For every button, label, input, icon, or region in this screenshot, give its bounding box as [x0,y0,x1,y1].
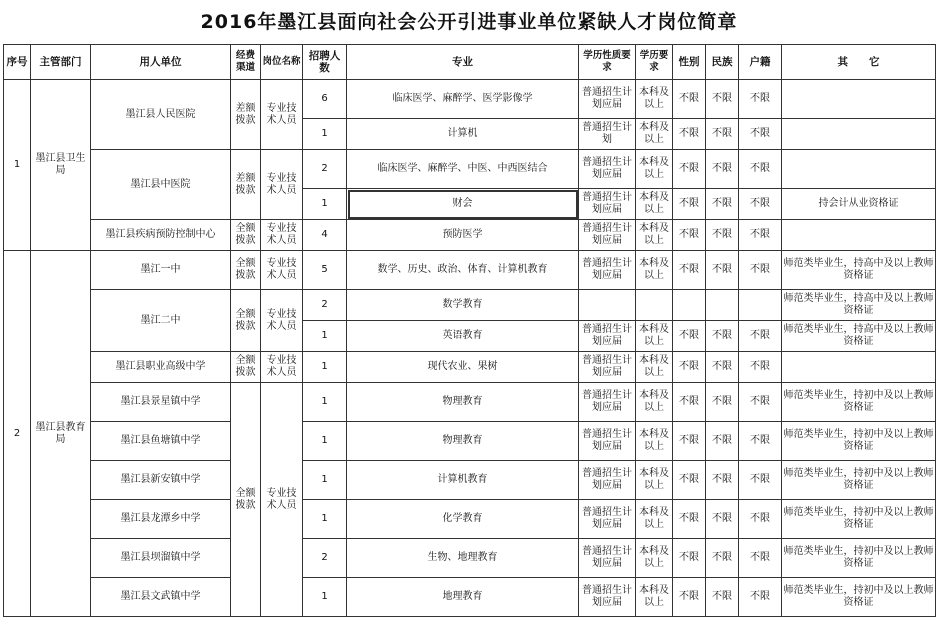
nature-cell: 普通招生计划应届 [579,500,636,539]
hukou-cell: 不限 [739,251,782,290]
table-row [4,539,936,578]
table-row [4,461,936,500]
funding-cell: 全额拨款 [231,251,261,290]
major-cell: 数学、历史、政治、体育、计算机教育 [347,251,579,290]
funding-cell: 全额拨款 [231,220,261,251]
ethnicity-cell: 不限 [706,461,739,500]
dept-cell: 墨江县卫生局 [31,80,91,251]
ethnicity-cell [706,290,739,321]
count-cell: 1 [303,352,347,383]
other-cell [782,119,936,150]
table-row [4,578,936,617]
nature-cell: 普通招生计划应届 [579,321,636,352]
sex-cell: 不限 [673,383,706,422]
header-row [4,45,936,80]
unit-cell: 墨江县新安镇中学 [91,461,231,500]
ethnicity-cell: 不限 [706,321,739,352]
sex-cell: 不限 [673,119,706,150]
nature-cell: 普通招生计划应届 [579,422,636,461]
ethnicity-cell: 不限 [706,500,739,539]
table-row [4,251,936,290]
document-title: 2016年墨江县面向社会公开引进事业单位紧缺人才岗位简章 [200,11,738,33]
table-row [4,150,936,189]
unit-cell: 墨江县龙潭乡中学 [91,500,231,539]
table-row [4,80,936,119]
other-cell: 师范类毕业生，持初中及以上教师资格证 [782,539,936,578]
post-cell: 专业技术人员 [261,150,303,220]
edu-cell: 本科及以上 [636,80,673,119]
edu-cell: 本科及以上 [636,251,673,290]
ethnicity-cell: 不限 [706,150,739,189]
other-cell: 师范类毕业生，持初中及以上教师资格证 [782,500,936,539]
other-cell: 师范类毕业生，持高中及以上教师资格证 [782,251,936,290]
count-cell: 4 [303,220,347,251]
edu-cell: 本科及以上 [636,422,673,461]
other-cell [782,352,936,383]
header-cell: 主管部门 [31,45,91,80]
ethnicity-cell: 不限 [706,539,739,578]
count-cell: 1 [303,321,347,352]
ethnicity-cell: 不限 [706,220,739,251]
nature-cell: 普通招生计划应届 [579,251,636,290]
count-cell: 1 [303,500,347,539]
header-cell: 学历要求 [636,45,673,80]
sex-cell: 不限 [673,189,706,220]
unit-cell: 墨江县景星镇中学 [91,383,231,422]
post-cell: 专业技术人员 [261,220,303,251]
hukou-cell: 不限 [739,150,782,189]
nature-cell: 普通招生计划应届 [579,539,636,578]
unit-cell: 墨江县疾病预防控制中心 [91,220,231,251]
table-row [4,352,936,383]
nature-cell: 普通招生计划应届 [579,383,636,422]
other-cell: 师范类毕业生，持高中及以上教师资格证 [782,290,936,321]
ethnicity-cell: 不限 [706,189,739,220]
hukou-cell: 不限 [739,539,782,578]
edu-cell: 本科及以上 [636,189,673,220]
edu-cell: 本科及以上 [636,539,673,578]
sex-cell: 不限 [673,150,706,189]
header-cell: 户籍 [739,45,782,80]
unit-cell: 墨江县鱼塘镇中学 [91,422,231,461]
other-cell: 师范类毕业生，持高中及以上教师资格证 [782,321,936,352]
hukou-cell: 不限 [739,422,782,461]
count-cell: 1 [303,383,347,422]
nature-cell [579,290,636,321]
count-cell: 2 [303,290,347,321]
edu-cell: 本科及以上 [636,383,673,422]
header-cell: 序号 [4,45,31,80]
table-row [4,422,936,461]
unit-cell: 墨江县文武镇中学 [91,578,231,617]
ethnicity-cell: 不限 [706,119,739,150]
post-cell: 专业技术人员 [261,290,303,352]
other-cell [782,80,936,119]
header-cell: 岗位名称 [261,45,303,80]
edu-cell [636,290,673,321]
hukou-cell: 不限 [739,461,782,500]
count-cell: 1 [303,422,347,461]
header-cell: 经费渠道 [231,45,261,80]
ethnicity-cell: 不限 [706,578,739,617]
post-cell: 专业技术人员 [261,383,303,617]
nature-cell: 普通招生计划应届 [579,578,636,617]
header-cell: 性别 [673,45,706,80]
edu-cell: 本科及以上 [636,150,673,189]
recruitment-table [3,44,936,617]
sex-cell: 不限 [673,251,706,290]
funding-cell: 差额拨款 [231,80,261,150]
major-cell: 财会 [347,189,579,220]
header-cell: 招聘人数 [303,45,347,80]
funding-cell: 全额拨款 [231,383,261,617]
nature-cell: 普通招生计划应届 [579,150,636,189]
edu-cell: 本科及以上 [636,321,673,352]
count-cell: 1 [303,578,347,617]
major-cell: 计算机教育 [347,461,579,500]
major-cell: 临床医学、麻醉学、中医、中西医结合 [347,150,579,189]
major-cell: 数学教育 [347,290,579,321]
sex-cell: 不限 [673,500,706,539]
edu-cell: 本科及以上 [636,352,673,383]
major-cell: 物理教育 [347,422,579,461]
hukou-cell [739,290,782,321]
hukou-cell: 不限 [739,119,782,150]
funding-cell: 差额拨款 [231,150,261,220]
hukou-cell: 不限 [739,189,782,220]
count-cell: 2 [303,539,347,578]
other-cell: 持会计从业资格证 [782,189,936,220]
count-cell: 6 [303,80,347,119]
unit-cell: 墨江一中 [91,251,231,290]
header-cell: 民族 [706,45,739,80]
hukou-cell: 不限 [739,80,782,119]
sex-cell: 不限 [673,220,706,251]
sex-cell: 不限 [673,321,706,352]
header-cell: 其 它 [782,45,936,80]
sex-cell: 不限 [673,422,706,461]
sex-cell: 不限 [673,578,706,617]
nature-cell: 普通招生计划应届 [579,461,636,500]
hukou-cell: 不限 [739,321,782,352]
seq-cell: 1 [4,80,31,251]
count-cell: 5 [303,251,347,290]
major-cell: 英语教育 [347,321,579,352]
other-cell [782,150,936,189]
table-row [4,220,936,251]
nature-cell: 普通招生计划应届 [579,189,636,220]
hukou-cell: 不限 [739,578,782,617]
sex-cell: 不限 [673,461,706,500]
other-cell: 师范类毕业生，持初中及以上教师资格证 [782,578,936,617]
post-cell: 专业技术人员 [261,352,303,383]
edu-cell: 本科及以上 [636,500,673,539]
nature-cell: 普通招生计划应届 [579,220,636,251]
major-cell: 地理教育 [347,578,579,617]
funding-cell: 全额拨款 [231,352,261,383]
ethnicity-cell: 不限 [706,251,739,290]
ethnicity-cell: 不限 [706,352,739,383]
count-cell: 1 [303,189,347,220]
header-cell: 用人单位 [91,45,231,80]
major-cell: 现代农业、果树 [347,352,579,383]
count-cell: 1 [303,461,347,500]
table-row [4,290,936,321]
other-cell: 师范类毕业生，持初中及以上教师资格证 [782,383,936,422]
major-cell: 物理教育 [347,383,579,422]
major-cell: 化学教育 [347,500,579,539]
count-cell: 2 [303,150,347,189]
other-cell: 师范类毕业生，持初中及以上教师资格证 [782,461,936,500]
header-cell: 学历性质要求 [579,45,636,80]
sex-cell: 不限 [673,539,706,578]
hukou-cell: 不限 [739,220,782,251]
major-cell: 生物、地理教育 [347,539,579,578]
ethnicity-cell: 不限 [706,383,739,422]
unit-cell: 墨江县人民医院 [91,80,231,150]
funding-cell: 全额拨款 [231,290,261,352]
sex-cell: 不限 [673,80,706,119]
sex-cell [673,290,706,321]
edu-cell: 本科及以上 [636,461,673,500]
header-cell: 专业 [347,45,579,80]
post-cell: 专业技术人员 [261,80,303,150]
table-row [4,383,936,422]
unit-cell: 墨江县中医院 [91,150,231,220]
ethnicity-cell: 不限 [706,422,739,461]
table-row [4,500,936,539]
ethnicity-cell: 不限 [706,80,739,119]
nature-cell: 普通招生计划应届 [579,80,636,119]
count-cell: 1 [303,119,347,150]
edu-cell: 本科及以上 [636,220,673,251]
dept-cell: 墨江县教育局 [31,251,91,617]
hukou-cell: 不限 [739,383,782,422]
other-cell [782,220,936,251]
post-cell: 专业技术人员 [261,251,303,290]
hukou-cell: 不限 [739,500,782,539]
unit-cell: 墨江县坝溜镇中学 [91,539,231,578]
nature-cell: 普通招生计划应届 [579,352,636,383]
unit-cell: 墨江县职业高级中学 [91,352,231,383]
other-cell: 师范类毕业生，持初中及以上教师资格证 [782,422,936,461]
edu-cell: 本科及以上 [636,578,673,617]
sex-cell: 不限 [673,352,706,383]
major-cell: 临床医学、麻醉学、医学影像学 [347,80,579,119]
unit-cell: 墨江二中 [91,290,231,352]
major-cell: 预防医学 [347,220,579,251]
nature-cell: 普通招生计划 [579,119,636,150]
hukou-cell: 不限 [739,352,782,383]
major-cell: 计算机 [347,119,579,150]
edu-cell: 本科及以上 [636,119,673,150]
seq-cell: 2 [4,251,31,617]
